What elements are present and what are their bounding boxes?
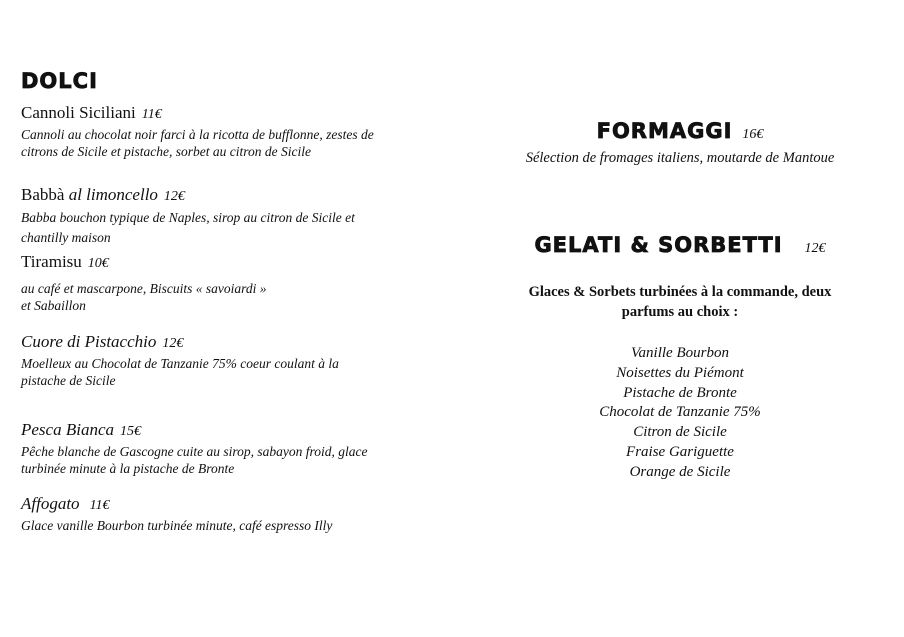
formaggi-title-row <box>480 118 880 144</box>
description-line: Glace vanille Bourbon turbinée minute, café espresso Illy <box>21 518 333 533</box>
item-description <box>21 443 441 477</box>
description-line: Babba bouchon typique de Naples, sirop au citron de Sicile et <box>21 210 355 225</box>
item-name-text: Tiramisu <box>21 252 82 271</box>
description-line: Cannoli au chocolat noir farci à la ricotta de bufflonne, zestes de <box>21 127 374 142</box>
item-description <box>21 208 441 248</box>
item-name <box>21 103 441 125</box>
description-line: et Sabaillon <box>21 298 86 313</box>
item-description <box>21 280 441 314</box>
flavor-item: Fraise Gariguette <box>626 443 734 460</box>
gelati-title-row <box>480 232 880 258</box>
flavor-item: Orange de Sicile <box>629 463 731 480</box>
formaggi-section <box>480 118 880 167</box>
menu-item-cuore-di-pistacchio <box>21 332 441 389</box>
flavor-item: Citron de Sicile <box>633 424 727 441</box>
item-price: 12€ <box>163 189 185 204</box>
item-description <box>21 355 441 389</box>
item-name-italic: al limoncello <box>68 185 158 204</box>
item-description <box>21 517 441 534</box>
description-line: Moelleux au Chocolat de Tanzanie 75% coeur coulant à la <box>21 356 339 371</box>
menu-item-affogato <box>21 494 441 534</box>
flavor-item: Noisettes du Piémont <box>616 364 744 381</box>
dolci-heading: DOLCI <box>21 69 98 93</box>
flavor-item: Chocolat de Tanzanie 75% <box>599 404 761 421</box>
gelati-heading: GELATI & SORBETTI <box>534 233 783 257</box>
flavor-item: Vanille Bourbon <box>631 345 729 361</box>
item-name <box>21 185 441 207</box>
description-line: au café et mascarpone, Biscuits « savoiardi » <box>21 281 267 296</box>
item-name-text: Affogato <box>21 494 80 513</box>
gelati-intro-line: parfums au choix : <box>621 304 739 320</box>
flavor-item: Pistache de Bronte <box>623 384 737 401</box>
description-line: citrons de Sicile et pistache, sorbet au citron de Sicile <box>21 144 311 159</box>
gelati-intro <box>480 282 880 322</box>
description-line: Pêche blanche de Gascogne cuite au sirop, sabayon froid, glace <box>21 444 368 459</box>
flavor-list <box>480 344 880 483</box>
item-name-text: Cannoli Siciliani <box>21 103 136 122</box>
item-name-text: Babbà <box>21 185 69 204</box>
menu-item-cannoli <box>21 103 441 160</box>
description-line: turbinée minute à la pistache de Bronte <box>21 461 235 476</box>
gelati-price: 12€ <box>804 241 826 256</box>
item-description <box>21 126 441 160</box>
item-name <box>21 252 441 274</box>
item-price: 11€ <box>89 498 110 513</box>
menu-item-babba <box>21 185 441 248</box>
gelati-intro-line: Glaces & Sorbets turbinées à la commande, deux <box>528 284 832 300</box>
menu-item-tiramisu <box>21 252 441 314</box>
item-name <box>21 420 441 442</box>
item-price: 10€ <box>87 256 109 271</box>
gelati-section <box>480 232 880 483</box>
item-name <box>21 332 441 354</box>
description-line: pistache de Sicile <box>21 373 116 388</box>
menu-item-pesca-bianca <box>21 420 441 477</box>
item-name <box>21 494 441 516</box>
item-price: 11€ <box>141 107 162 122</box>
formaggi-price: 16€ <box>742 127 764 142</box>
formaggi-heading: FORMAGGI <box>596 119 733 143</box>
item-price: 15€ <box>120 424 141 439</box>
item-name-text: Cuore di Pistacchio <box>21 332 157 351</box>
description-line: chantilly maison <box>21 230 111 245</box>
formaggi-description: Sélection de fromages italiens, moutarde de Mantoue <box>525 150 835 166</box>
item-price: 12€ <box>162 336 184 351</box>
item-name-text: Pesca Bianca <box>21 420 114 439</box>
